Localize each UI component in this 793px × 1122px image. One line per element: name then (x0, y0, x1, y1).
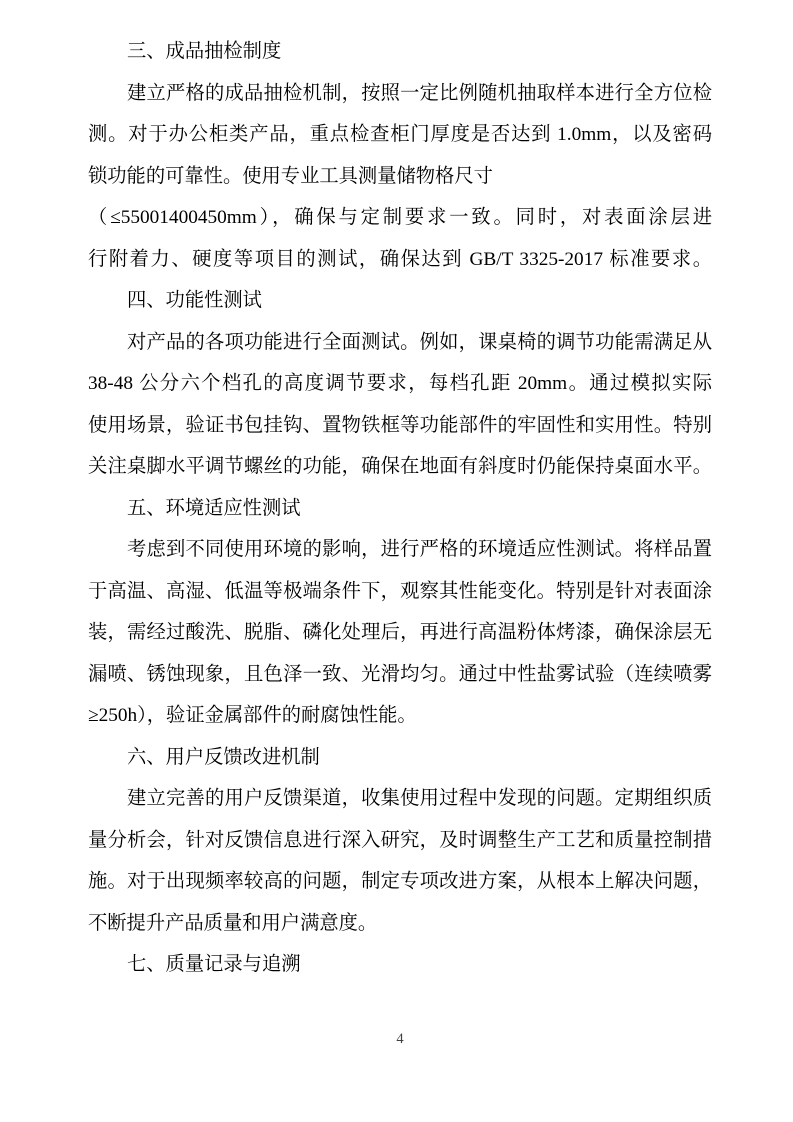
body-line: 装，需经过酸洗、脱脂、磷化处理后，再进行高温粉体烤漆，确保涂层无 (88, 622, 712, 643)
document-body (88, 31, 712, 986)
section (88, 488, 712, 530)
section (88, 778, 712, 944)
page-number: 4 (396, 1031, 404, 1047)
section (88, 280, 712, 322)
section-heading: 三、成品抽检制度 (127, 41, 282, 62)
body-line: 测。对于办公柜类产品，重点检查柜门厚度是否达到 1.0mm，以及密码 (88, 124, 712, 145)
section-heading: 四、功能性测试 (127, 290, 262, 311)
section (88, 322, 712, 488)
section-heading: 七、质量记录与追溯 (127, 954, 301, 975)
section (88, 31, 712, 73)
body-line: 锁功能的可靠性。使用专业工具测量储物格尺寸 (88, 165, 493, 187)
body-line: 38-48 公分六个档孔的高度调节要求，每档孔距 20mm。通过模拟实际 (88, 373, 712, 394)
body-line: 施。对于出现频率较高的问题，制定专项改进方案，从根本上解决问题， (88, 871, 712, 892)
body-line: 于高温、高湿、低温等极端条件下，观察其性能变化。特别是针对表面涂 (88, 580, 712, 602)
body-line: ≥250h），验证金属部件的耐腐蚀性能。 (88, 705, 417, 726)
body-line: 漏喷、锈蚀现象，且色泽一致、光滑均匀。通过中性盐雾试验（连续喷雾 (88, 663, 712, 685)
section (88, 737, 712, 779)
section (88, 529, 712, 737)
body-line: 关注桌脚水平调节螺丝的功能，确保在地面有斜度时仍能保持桌面水平。 (88, 456, 712, 477)
body-line: 考虑到不同使用环境的影响，进行严格的环境适应性测试。将样品置 (127, 539, 712, 560)
body-line: 对产品的各项功能进行全面测试。例如，课桌椅的调节功能需满足从 (127, 331, 712, 353)
section (88, 944, 712, 986)
body-line: 使用场景，验证书包挂钩、置物铁框等功能部件的牢固性和实用性。特别 (88, 414, 712, 436)
body-line: 建立严格的成品抽检机制，按照一定比例随机抽取样本进行全方位检 (127, 82, 712, 104)
body-line: 行附着力、硬度等项目的测试，确保达到 GB/T 3325-2017 标准要求。 (88, 248, 712, 270)
body-line: （≤55001400450mm），确保与定制要求一致。同时，对表面涂层进 (88, 207, 712, 228)
body-line: 建立完善的用户反馈渠道，收集使用过程中发现的问题。定期组织质 (127, 788, 712, 809)
section-heading: 五、环境适应性测试 (127, 497, 301, 519)
body-line: 不断提升产品质量和用户满意度。 (88, 912, 378, 934)
section-heading: 六、用户反馈改进机制 (127, 746, 320, 768)
body-line: 量分析会，针对反馈信息进行深入研究，及时调整生产工艺和质量控制措 (88, 829, 712, 851)
section (88, 73, 712, 281)
